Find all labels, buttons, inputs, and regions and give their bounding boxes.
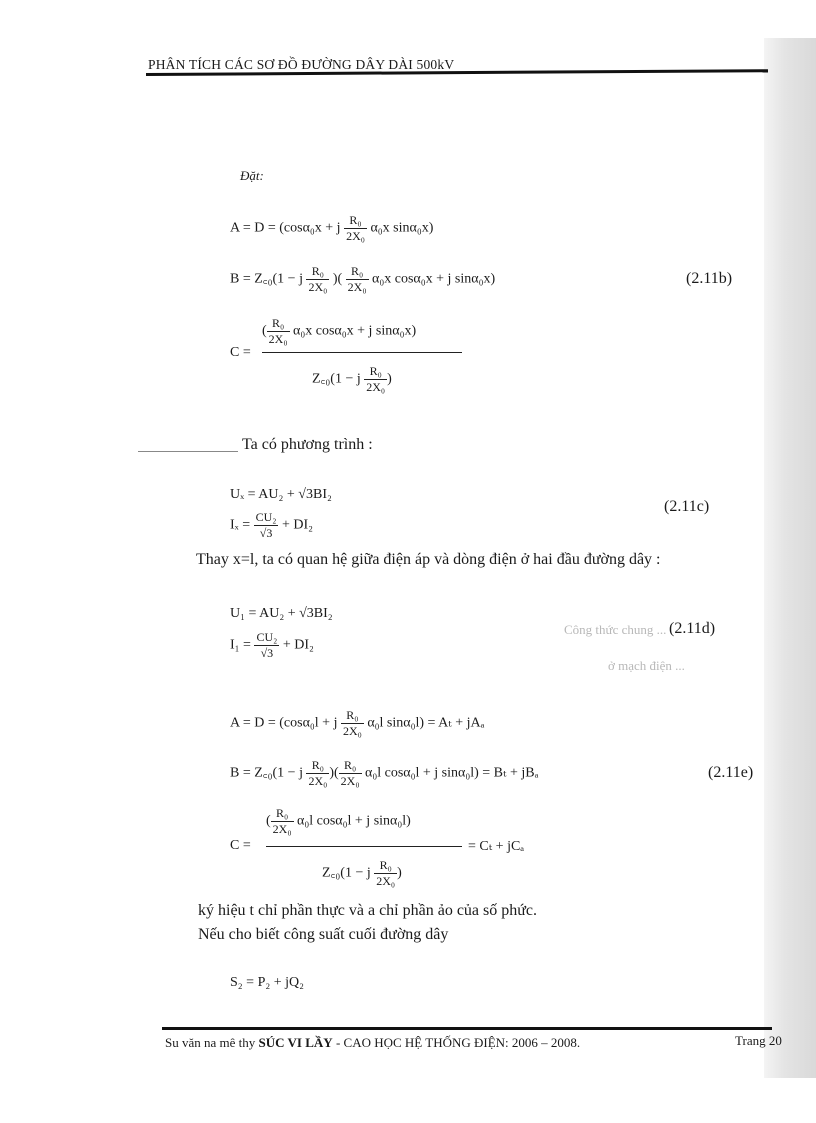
eq-number-2-11e: (2.11e) bbox=[708, 764, 754, 781]
page-header-title: PHÂN TÍCH CÁC SƠ ĐỒ ĐƯỜNG DÂY DÀI 500kV bbox=[148, 57, 455, 72]
footer-text bbox=[165, 1035, 580, 1051]
eq-2-11e-line-b: B = Z꜀₀(1 − j $\frac{\text{R₀}}{\text{2X₀}}$ )( $\frac{\text{R₀}}{\text{2X₀}}$ α₀l cosα₀l + j sinα₀l) = Bₜ + jBₐ bbox=[230, 758, 539, 788]
eq-s2: S₂ = P₂ + jQ₂ bbox=[230, 975, 305, 990]
eq-number-2-11b: (2.11b) bbox=[686, 270, 733, 287]
stray-scan-line bbox=[138, 451, 238, 452]
eq-2-11d-line-u: U₁ = AU₂ + √3BI₂ bbox=[230, 606, 333, 621]
eq-2-11e-line-a: A = D = (cosα₀l + j $\frac{\text{R₀}}{\text{2X₀}}$ α₀l sinα₀l) = Aₜ + jAₐ bbox=[230, 708, 485, 738]
eq-2-11b-line-a: A = D = (cosα₀x + j $\frac{\text{R₀}}{\text{2X₀}}$ α₀x sinα₀x) bbox=[230, 213, 434, 243]
eq-2-11c-line-u: Uₓ = AU₂ + √3BI₂ bbox=[230, 487, 332, 502]
eq-2-11d-line-i: I₁ = $\frac{\text{CU₂}}{√3}$ + DI₂ bbox=[230, 630, 314, 660]
eq-2-11e-line-c-rhs: = Cₜ + jCₐ bbox=[468, 839, 525, 854]
eq-2-11e-line-c-lhs: C = bbox=[230, 838, 251, 853]
eq-2-11e-line-c-numerator: ( $\frac{\text{R₀}}{\text{2X₀}}$ α₀l cosα₀l + j sinα₀l) bbox=[266, 806, 411, 836]
bleed-through-text-1: Công thức chung ... bbox=[564, 622, 667, 637]
eq-number-2-11d: (2.11d) bbox=[669, 620, 716, 637]
footer-author-name: SÚC VI LẦY bbox=[258, 1035, 333, 1050]
ky-hieu-text: ký hiệu t chỉ phần thực và a chỉ phần ảo của số phức. bbox=[198, 902, 538, 919]
eq-2-11b-line-b: B = Z꜀₀(1 − j $\frac{\text{R₀}}{\text{2X₀}}$ )( $\frac{\text{R₀}}{\text{2X₀}}$ α₀x cosα₀x + j sinα₀x) bbox=[230, 264, 496, 294]
eq-2-11b-line-c-numerator: ( $\frac{\text{R₀}}{\text{2X₀}}$ α₀x cosα₀x + j sinα₀x) bbox=[262, 316, 417, 346]
eq-number-2-11c: (2.11c) bbox=[664, 498, 710, 515]
footer-rule bbox=[162, 1027, 772, 1030]
scan-edge-shadow bbox=[764, 38, 816, 1078]
eq-2-11e-fraction-bar bbox=[266, 846, 462, 847]
dat-label: Đặt: bbox=[240, 168, 264, 183]
eq-2-11b-line-c-denominator: Z꜀₀(1 − j $\frac{\text{R₀}}{\text{2X₀}}$ ) bbox=[312, 364, 392, 394]
eq-2-11b-fraction-bar bbox=[262, 352, 462, 353]
eq-2-11b-line-c-lhs: C = bbox=[230, 345, 251, 360]
bleed-through-text-2: ở mạch điện ... bbox=[608, 658, 685, 673]
neu-cho-text: Nếu cho biết công suất cuối đường dây bbox=[198, 926, 449, 943]
footer-author-prefix: Su văn na mê thy bbox=[165, 1035, 256, 1050]
ta-co-text: Ta có phương trình : bbox=[242, 436, 373, 453]
thay-text: Thay x=l, ta có quan hệ giữa điện áp và dòng điện ở hai đầu đường dây : bbox=[196, 551, 661, 568]
footer-page-number: Trang 20 bbox=[735, 1033, 782, 1048]
eq-2-11e-line-c-denominator: Z꜀₀(1 − j $\frac{\text{R₀}}{\text{2X₀}}$ ) bbox=[322, 858, 402, 888]
eq-2-11c-line-i: Iₓ = $\frac{\text{CU₂}}{√3}$ + DI₂ bbox=[230, 510, 314, 540]
footer-program: - CAO HỌC HỆ THỐNG ĐIỆN: 2006 – 2008. bbox=[335, 1035, 581, 1050]
